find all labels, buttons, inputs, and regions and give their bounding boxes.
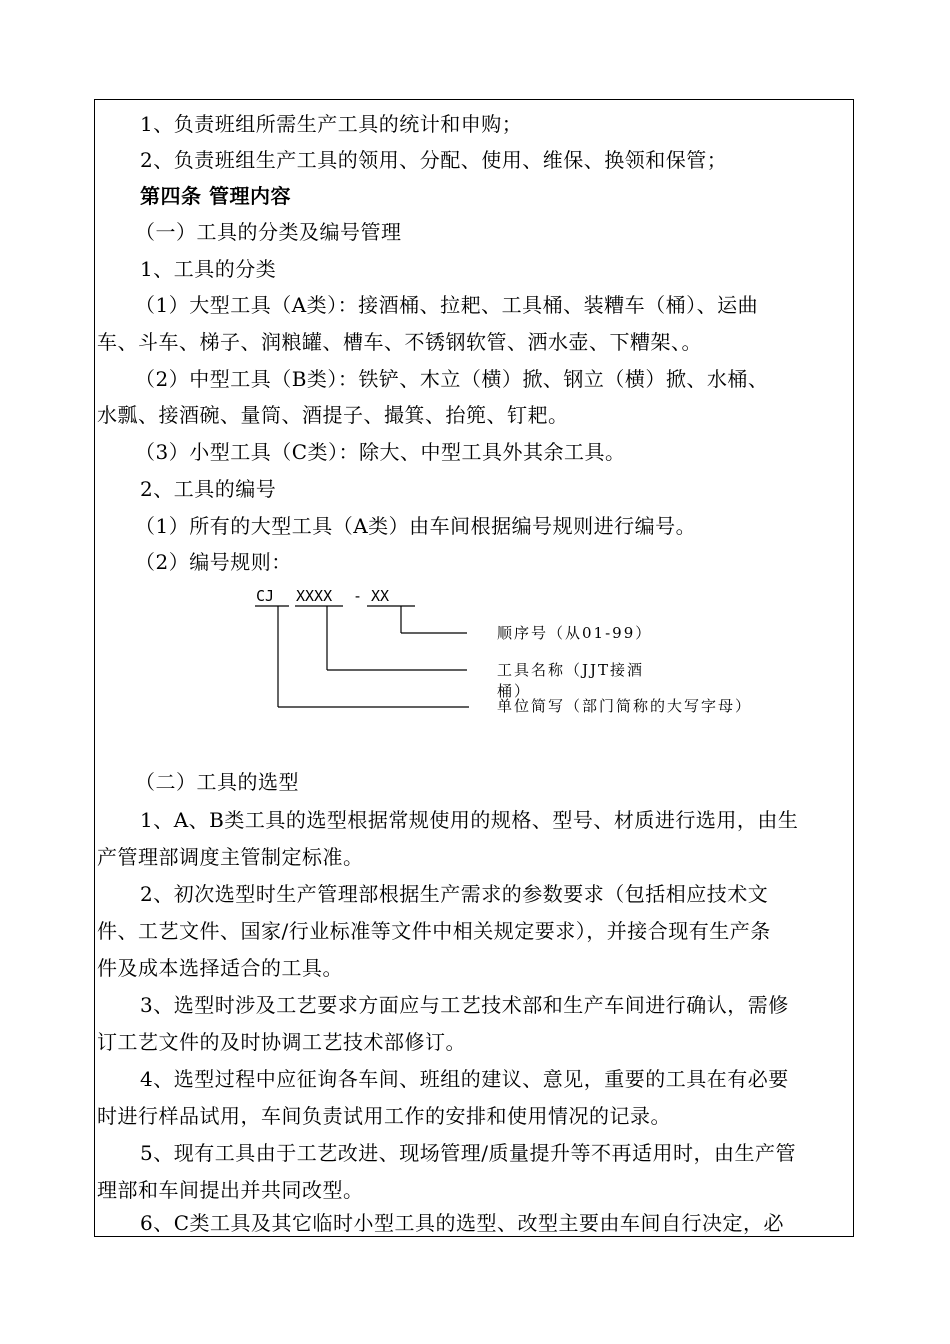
code-segment-xxxx: XXXX [296, 587, 333, 605]
text-line: 1、工具的分类 [140, 257, 277, 281]
text-line: 订工艺文件的及时协调工艺技术部修订。 [97, 1030, 466, 1054]
code-segment-cj: CJ [256, 587, 275, 605]
section-heading: 第四条 管理内容 [140, 184, 291, 208]
text-line: 件、工艺文件、国家/行业标准等文件中相关规定要求），并接合现有生产条 [97, 919, 771, 943]
text-line: （2）编号规则： [135, 550, 292, 574]
text-line: 5、现有工具由于工艺改进、现场管理/质量提升等不再适用时，由生产管 [140, 1141, 796, 1165]
label-unit: 单位简写（部门简称的大写字母） [497, 697, 753, 715]
text-line: 件及成本选择适合的工具。 [97, 956, 343, 980]
text-line: 1、负责班组所需生产工具的统计和申购； [140, 112, 523, 136]
text-line: 理部和车间提出并共同改型。 [97, 1178, 364, 1202]
code-segment-xx: XX [371, 587, 390, 605]
code-segment-dash: - [353, 587, 363, 605]
text-line: 6、C类工具及其它临时小型工具的选型、改型主要由车间自行决定，必 [140, 1211, 785, 1235]
text-line: 水瓢、接酒碗、量筒、酒提子、撮箕、抬篼、钉耙。 [97, 403, 569, 427]
text-line: 时进行样品试用，车间负责试用工作的安排和使用情况的记录。 [97, 1104, 671, 1128]
text-line: （1）大型工具（A类）：接酒桶、拉耙、工具桶、装糟车（桶）、运曲 [135, 293, 759, 317]
label-tool-name: 工具名称（JJT接酒 [497, 661, 645, 679]
text-line: 1、A、B类工具的选型根据常规使用的规格、型号、材质进行选用，由生 [140, 808, 799, 832]
text-line: 2、初次选型时生产管理部根据生产需求的参数要求（包括相应技术文 [140, 882, 769, 906]
text-line: （1）所有的大型工具（A类）由车间根据编号规则进行编号。 [135, 514, 697, 538]
text-line: （2）中型工具（B类）：铁铲、木立（横）掀、钢立（横）掀、水桶、 [135, 367, 769, 391]
text-line: 2、工具的编号 [140, 477, 277, 501]
subsection-heading: （一）工具的分类及编号管理 [135, 220, 402, 244]
label-tool-name-cont: 桶） [497, 682, 532, 700]
document-frame [94, 99, 854, 1237]
text-line: 3、选型时涉及工艺要求方面应与工艺技术部和生产车间进行确认，需修 [140, 993, 789, 1017]
text-line: 4、选型过程中应征询各车间、班组的建议、意见，重要的工具在有必要 [140, 1067, 789, 1091]
label-sequence: 顺序号（从01-99） [497, 624, 653, 642]
text-line: 产管理部调度主管制定标准。 [97, 845, 364, 869]
text-line: 2、负责班组生产工具的领用、分配、使用、维保、换领和保管； [140, 148, 728, 172]
text-line: （3）小型工具（C类）：除大、中型工具外其余工具。 [135, 440, 626, 464]
text-line: 车、斗车、梯子、润粮罐、槽车、不锈钢软管、洒水壶、下糟架、。 [97, 330, 702, 354]
subsection-heading: （二）工具的选型 [135, 770, 299, 794]
